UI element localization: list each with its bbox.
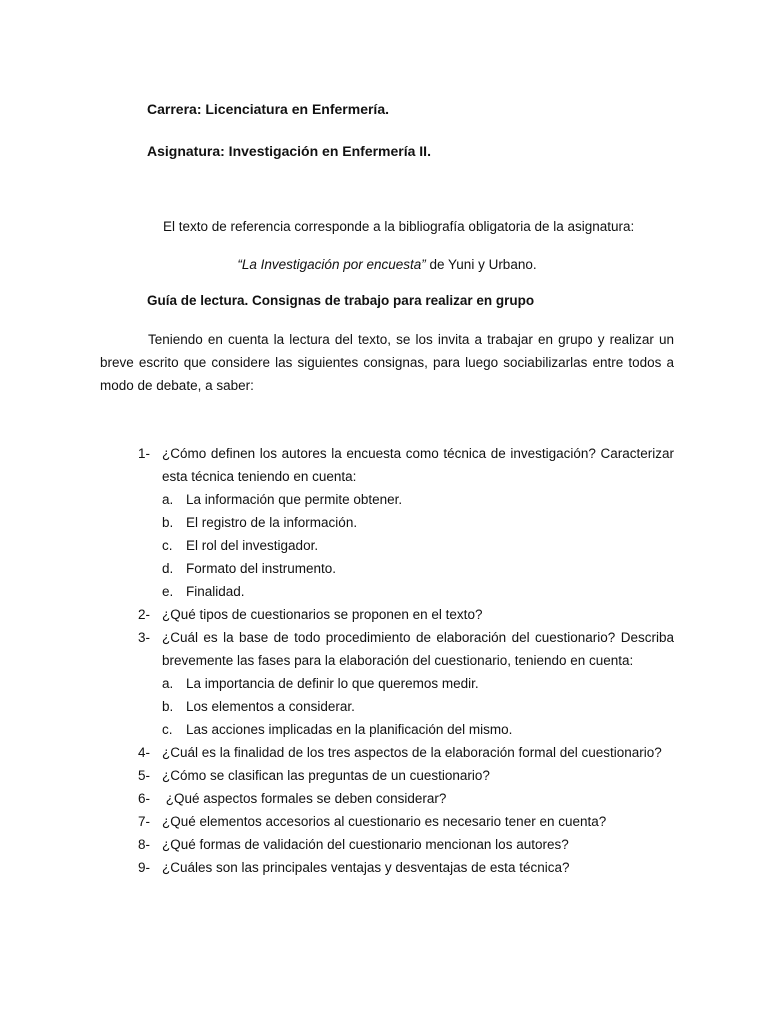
- question-subitem: [162, 718, 674, 741]
- guide-title: Guía de lectura. Consignas de trabajo para realizar en grupo: [147, 293, 535, 308]
- subitem-text: Los elementos a considerar.: [186, 699, 355, 714]
- subitem-text: La importancia de definir lo que queremos medir.: [186, 676, 479, 691]
- question-number: [100, 764, 162, 787]
- question-text: ¿Cuál es la base de todo procedimiento de elaboración del cuestionario? Describa brevemente las fases para la elaboración del cuestionario, teniendo en cuenta:: [162, 630, 674, 668]
- question-number-text: 4-: [138, 745, 151, 760]
- question-item: [100, 626, 674, 672]
- asignatura-heading: Asignatura: Investigación en Enfermería II.: [147, 143, 431, 159]
- question-number-text: 8-: [138, 837, 151, 852]
- question-number: [100, 741, 162, 764]
- question-number: [100, 442, 162, 465]
- question-item: [100, 764, 674, 787]
- subitem-letter: d.: [162, 561, 174, 576]
- carrera-heading: Carrera: Licenciatura en Enfermería.: [147, 101, 389, 117]
- question-number-text: 2-: [138, 607, 151, 622]
- question-item: [100, 603, 674, 626]
- question-number-text: 1-: [138, 446, 151, 461]
- book-authors: de Yuni y Urbano.: [425, 257, 537, 272]
- question-subitem: [162, 534, 674, 557]
- question-number-text: 7-: [138, 814, 151, 829]
- question-list: [100, 442, 674, 879]
- question-text: ¿Cuál es la finalidad de los tres aspectos de la elaboración formal del cuestionario?: [162, 745, 662, 760]
- subitem-letter: c.: [162, 538, 173, 553]
- subitem-text: Formato del instrumento.: [186, 561, 337, 576]
- question-number: [100, 626, 162, 649]
- question-subitem: [162, 557, 674, 580]
- question-text: ¿Cómo se clasifican las preguntas de un cuestionario?: [162, 768, 490, 783]
- question-number: [100, 810, 162, 833]
- question-subitem: [162, 672, 674, 695]
- question-subitem: [162, 695, 674, 718]
- question-item: [100, 810, 674, 833]
- question-item: [100, 787, 674, 810]
- question-text: ¿Qué formas de validación del cuestionario mencionan los autores?: [162, 837, 569, 852]
- question-item: [100, 741, 674, 764]
- subitem-letter: b.: [162, 699, 174, 714]
- subitem-letter: c.: [162, 722, 173, 737]
- question-number: [100, 833, 162, 856]
- question-number-text: 9-: [138, 860, 151, 875]
- question-number: [100, 787, 162, 810]
- question-number-text: 5-: [138, 768, 151, 783]
- question-subitem: [162, 488, 674, 511]
- guide-paragraph: Teniendo en cuenta la lectura del texto, se los invita a trabajar en grupo y realizar un breve escrito que considere las siguientes consignas, para luego sociabilizarlas entre todos a modo de debate, a saber:: [100, 332, 674, 393]
- question-item: [100, 856, 674, 879]
- book-reference: [100, 254, 674, 276]
- subitem-text: El registro de la información.: [186, 515, 358, 530]
- question-text: ¿Qué aspectos formales se deben considerar?: [162, 791, 447, 806]
- question-number: [100, 603, 162, 626]
- question-text: ¿Cuáles son las principales ventajas y desventajas de esta técnica?: [162, 860, 570, 875]
- subitem-text: Las acciones implicadas en la planificación del mismo.: [186, 722, 513, 737]
- subitem-text: Finalidad.: [186, 584, 245, 599]
- question-text: ¿Qué tipos de cuestionarios se proponen en el texto?: [162, 607, 483, 622]
- subitem-text: El rol del investigador.: [186, 538, 319, 553]
- question-subitem: [162, 580, 674, 603]
- question-text: ¿Cómo definen los autores la encuesta como técnica de investigación? Caracterizar esta técnica teniendo en cuenta:: [162, 446, 674, 484]
- subitem-text: La información que permite obtener.: [186, 492, 403, 507]
- question-item: [100, 442, 674, 488]
- subitem-letter: a.: [162, 492, 174, 507]
- book-title: “La Investigación por encuesta”: [237, 257, 426, 272]
- subitem-letter: a.: [162, 676, 174, 691]
- subitem-letter: b.: [162, 515, 174, 530]
- question-number: [100, 856, 162, 879]
- question-number-text: 6-: [138, 791, 151, 806]
- subitem-letter: e.: [162, 584, 174, 599]
- question-item: [100, 833, 674, 856]
- question-text: ¿Qué elementos accesorios al cuestionario es necesario tener en cuenta?: [162, 814, 607, 829]
- question-number-text: 3-: [138, 630, 151, 645]
- question-subitem: [162, 511, 674, 534]
- reference-line: El texto de referencia corresponde a la bibliografía obligatoria de la asignatura:: [163, 219, 635, 234]
